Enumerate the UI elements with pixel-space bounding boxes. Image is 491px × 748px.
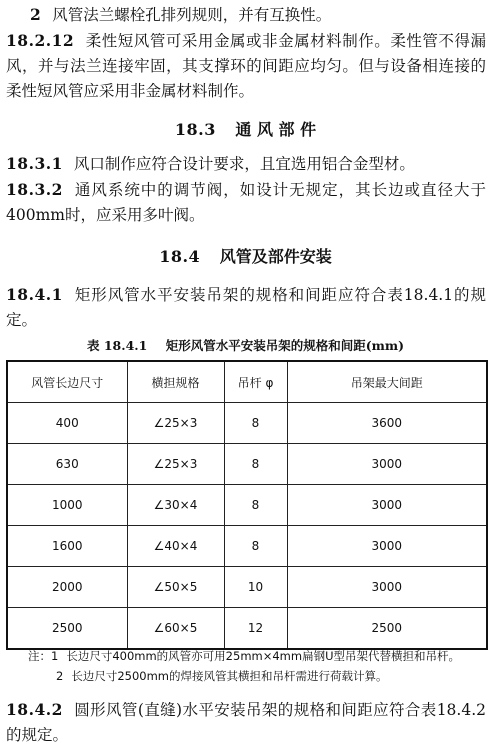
column-header: 吊杆 φ	[224, 361, 287, 403]
table-cell: ∠25×3	[127, 403, 224, 444]
table-cell: 630	[7, 444, 127, 485]
table-cell: 3000	[287, 485, 487, 526]
table-cell: 3600	[287, 403, 487, 444]
clause-number: 18.3.2	[6, 180, 63, 199]
table-cell: 1000	[7, 485, 127, 526]
table-row	[7, 444, 487, 485]
table-cell: ∠50×5	[127, 567, 224, 608]
clause-item-2	[6, 2, 486, 28]
section-title: 通 风 部 件	[235, 120, 317, 139]
column-header: 吊架最大间距	[287, 361, 487, 403]
clause-number: 18.3.1	[6, 154, 63, 173]
table-row	[7, 403, 487, 444]
table-cell: ∠25×3	[127, 444, 224, 485]
clause-number: 18.4.1	[6, 285, 63, 304]
clause-text: 风口制作应符合设计要求，且宜选用铝合金型材。	[73, 155, 415, 173]
hanger-spec-table	[6, 360, 488, 650]
clause-text: 风管法兰螺栓孔排列规则，并有互换性。	[52, 6, 332, 24]
section-heading-18-3	[0, 117, 491, 140]
table-cell: 2500	[287, 608, 487, 650]
table-cell: 3000	[287, 567, 487, 608]
clause-number: 2	[30, 5, 42, 24]
table-row	[7, 526, 487, 567]
table-cell: 2500	[7, 608, 127, 650]
table-cell: ∠60×5	[127, 608, 224, 650]
table-cell: 2000	[7, 567, 127, 608]
table-cell: ∠30×4	[127, 485, 224, 526]
table-title	[0, 336, 491, 354]
table-notes	[28, 646, 483, 686]
table-row	[7, 567, 487, 608]
table-cell: 1600	[7, 526, 127, 567]
table-cell: 8	[224, 444, 287, 485]
note-label: 注：1	[28, 649, 59, 663]
table-header-row	[7, 361, 487, 403]
table-cell: 10	[224, 567, 287, 608]
clause-number: 18.2.12	[6, 31, 75, 50]
section-number: 18.3	[174, 120, 216, 139]
clause-text: 圆形风管(直缝)水平安装吊架的规格和间距应符合表18.4.2的规定。	[6, 701, 486, 744]
section-heading-18-4	[0, 244, 491, 267]
note-1	[28, 646, 483, 666]
note-2	[28, 666, 483, 686]
column-header: 风管长边尺寸	[7, 361, 127, 403]
table-cell: 3000	[287, 444, 487, 485]
section-title: 风管及部件安装	[219, 247, 332, 266]
clause-18-2-12	[6, 28, 486, 104]
clause-text: 矩形风管水平安装吊架的规格和间距应符合表18.4.1的规定。	[6, 286, 486, 329]
clause-18-4-2	[6, 697, 486, 748]
column-header: 横担规格	[127, 361, 224, 403]
clause-18-4-1	[6, 282, 486, 333]
clause-number: 18.4.2	[6, 700, 63, 719]
table-cell: 12	[224, 608, 287, 650]
table-row	[7, 608, 487, 650]
clause-18-3-1	[6, 151, 486, 177]
table-cell: 8	[224, 403, 287, 444]
note-text: 长边尺寸400mm的风管亦可用25mm×4mm扁钢U型吊架代替横担和吊杆。	[66, 649, 460, 663]
table-row	[7, 485, 487, 526]
clause-text: 通风系统中的调节阀，如设计无规定，其长边或直径大于400mm时，应采用多叶阀。	[6, 181, 486, 224]
note-label: 2	[56, 669, 64, 683]
table-cell: ∠40×4	[127, 526, 224, 567]
clause-text: 柔性短风管可采用金属或非金属材料制作。柔性管不得漏风，并与法兰连接牢固，其支撑环的间距应均匀。但与设备相连接的柔性短风管应采用非金属材料制作。	[6, 32, 486, 100]
section-number: 18.4	[159, 247, 201, 266]
table-cell: 400	[7, 403, 127, 444]
table-cell: 8	[224, 526, 287, 567]
table-cell: 3000	[287, 526, 487, 567]
note-text: 长边尺寸2500mm的焊接风管其横担和吊杆需进行荷载计算。	[71, 669, 388, 683]
clause-18-3-2	[6, 177, 486, 228]
table-cell: 8	[224, 485, 287, 526]
table-caption: 矩形风管水平安装吊架的规格和间距(mm)	[165, 338, 404, 353]
table-number: 表 18.4.1	[86, 338, 148, 353]
